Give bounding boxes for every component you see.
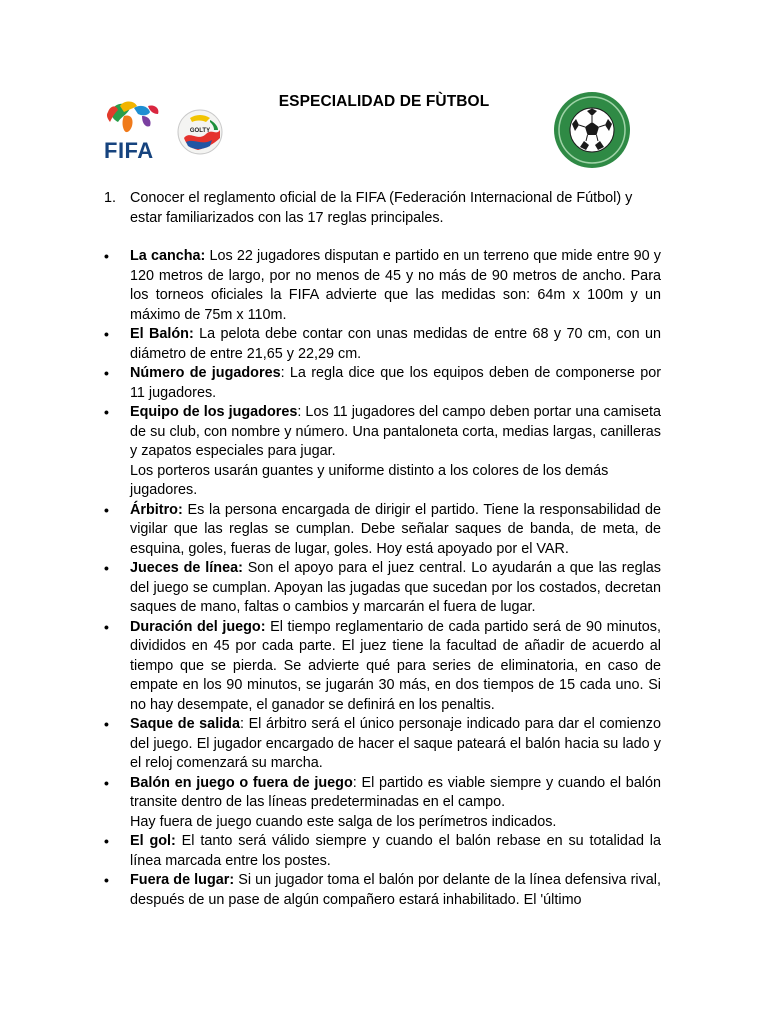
rules-list bbox=[104, 247, 661, 910]
rule-text: Si un jugador toma el balón por delante de la línea defensiva rival, después de un pase de algún compañero estará inhabilitado. El 'último bbox=[130, 872, 662, 908]
rule-term: Jueces de línea: bbox=[130, 560, 243, 576]
rule-term: Balón en juego o fuera de juego bbox=[130, 774, 353, 791]
rule-term: El gol: bbox=[130, 833, 176, 849]
rule-extra-text: Los porteros usarán guantes y uniforme distinto a los colores de los demás jugadores. bbox=[130, 462, 609, 498]
item-number: 1. bbox=[104, 190, 117, 206]
rule-item bbox=[104, 247, 661, 325]
rule-text: Es la persona encargada de dirigir el partido. Tiene la responsabilidad de vigilar que las reglas se cumplan. Debe señalar saques de banda, de meta, de esquina, goles, fueras de lugar, goles. Hoy está apoyado por el VAR. bbox=[130, 501, 661, 557]
document-body bbox=[104, 189, 661, 910]
item-text: Conocer el reglamento oficial de la FIFA (Federación Internacional de Fútbol) y estar familiarizados con las 17 reglas principales. bbox=[130, 190, 633, 226]
rule-term: Número de jugadores bbox=[130, 365, 281, 381]
rule-text: El tanto será válido siempre y cuando el balón rebase en su totalidad la línea marcada entre los postes. bbox=[130, 833, 662, 869]
rule-item bbox=[104, 832, 661, 871]
soccer-ball-badge-icon bbox=[553, 91, 631, 169]
rule-item bbox=[104, 871, 661, 910]
golty-ball-logo bbox=[176, 108, 224, 156]
rule-text: El tiempo reglamentario de cada partido será de 90 minutos, divididos en 45 por cada parte. El juez tiene la facultad de añadir de acuerdo al tiempo que se pierda. Se advierte qué para series de eliminatoria, en caso de empate en los 90 minutos, se jugarán 30 más, en dos tiempos de 15 cada uno. Si no hay desempate, el ganador se definirá en los penaltis. bbox=[130, 618, 661, 713]
fifa-logo-text: FIFA bbox=[104, 138, 154, 163]
page-title: ESPECIALIDAD DE FÙTBOL bbox=[278, 93, 490, 110]
rule-item bbox=[104, 715, 661, 774]
rule-term: El Balón: bbox=[130, 326, 194, 342]
rule-item bbox=[104, 403, 661, 501]
rule-term: Árbitro: bbox=[130, 501, 183, 518]
rule-term: Saque de salida bbox=[130, 716, 240, 732]
rule-text: : El árbitro será el único personaje indicado para dar el comienzo del juego. El jugador encargado de hacer el saque pateará el balón hacia su lado y el reloj comenzará su marcha. bbox=[130, 716, 661, 771]
rule-text: Son el apoyo para el juez central. Lo ayudarán a que las reglas del juego se cumplan. Apoyan las jugadas que sucedan por los costados, decretan saques de mano, faltas o cambios y marcarán el fuera de lugar. bbox=[130, 560, 662, 615]
rule-term: La cancha: bbox=[130, 248, 206, 264]
rule-item bbox=[104, 618, 661, 716]
rule-term: Fuera de lugar: bbox=[130, 872, 235, 888]
golty-ball-icon bbox=[176, 108, 224, 156]
rule-text: Los 22 jugadores disputan e partido en un terreno que mide entre 90 y 120 metros de largo, por no menos de 45 y no más de 90 metros de ancho. Para los torneos oficiales la FIFA advierte que las medidas son: 64m x 100m y un máximo de 75m x 110m. bbox=[130, 248, 661, 323]
rule-term: Equipo de los jugadores bbox=[130, 404, 298, 420]
rule-term: Duración del juego: bbox=[130, 618, 266, 635]
rule-extra-text: Hay fuera de juego cuando este salga de los perímetros indicados. bbox=[130, 813, 557, 830]
rule-text: : Los 11 jugadores del campo deben portar una camiseta de su club, con nombre y número. Una pantaloneta corta, medias largas, canilleras y zapatos especiales para jugar. bbox=[130, 404, 662, 459]
rule-item bbox=[104, 325, 661, 364]
rule-text: La pelota debe contar con unas medidas de entre 68 y 70 cm, con un diámetro de entre 21,65 y 22,29 cm. bbox=[130, 326, 662, 362]
golty-ball-label: GOLTY bbox=[189, 128, 211, 134]
numbered-item bbox=[104, 189, 661, 228]
rule-item bbox=[104, 774, 661, 833]
rule-text: : El partido es viable siempre y cuando el balón transite dentro de las líneas predeterminadas en el campo. bbox=[130, 774, 661, 810]
rule-text: : La regla dice que los equipos deben de componerse por 11 jugadores. bbox=[130, 365, 661, 401]
rule-item bbox=[104, 559, 661, 618]
soccer-badge bbox=[553, 91, 631, 169]
rule-item bbox=[104, 501, 661, 560]
spacer bbox=[104, 228, 661, 247]
rule-item bbox=[104, 364, 661, 403]
